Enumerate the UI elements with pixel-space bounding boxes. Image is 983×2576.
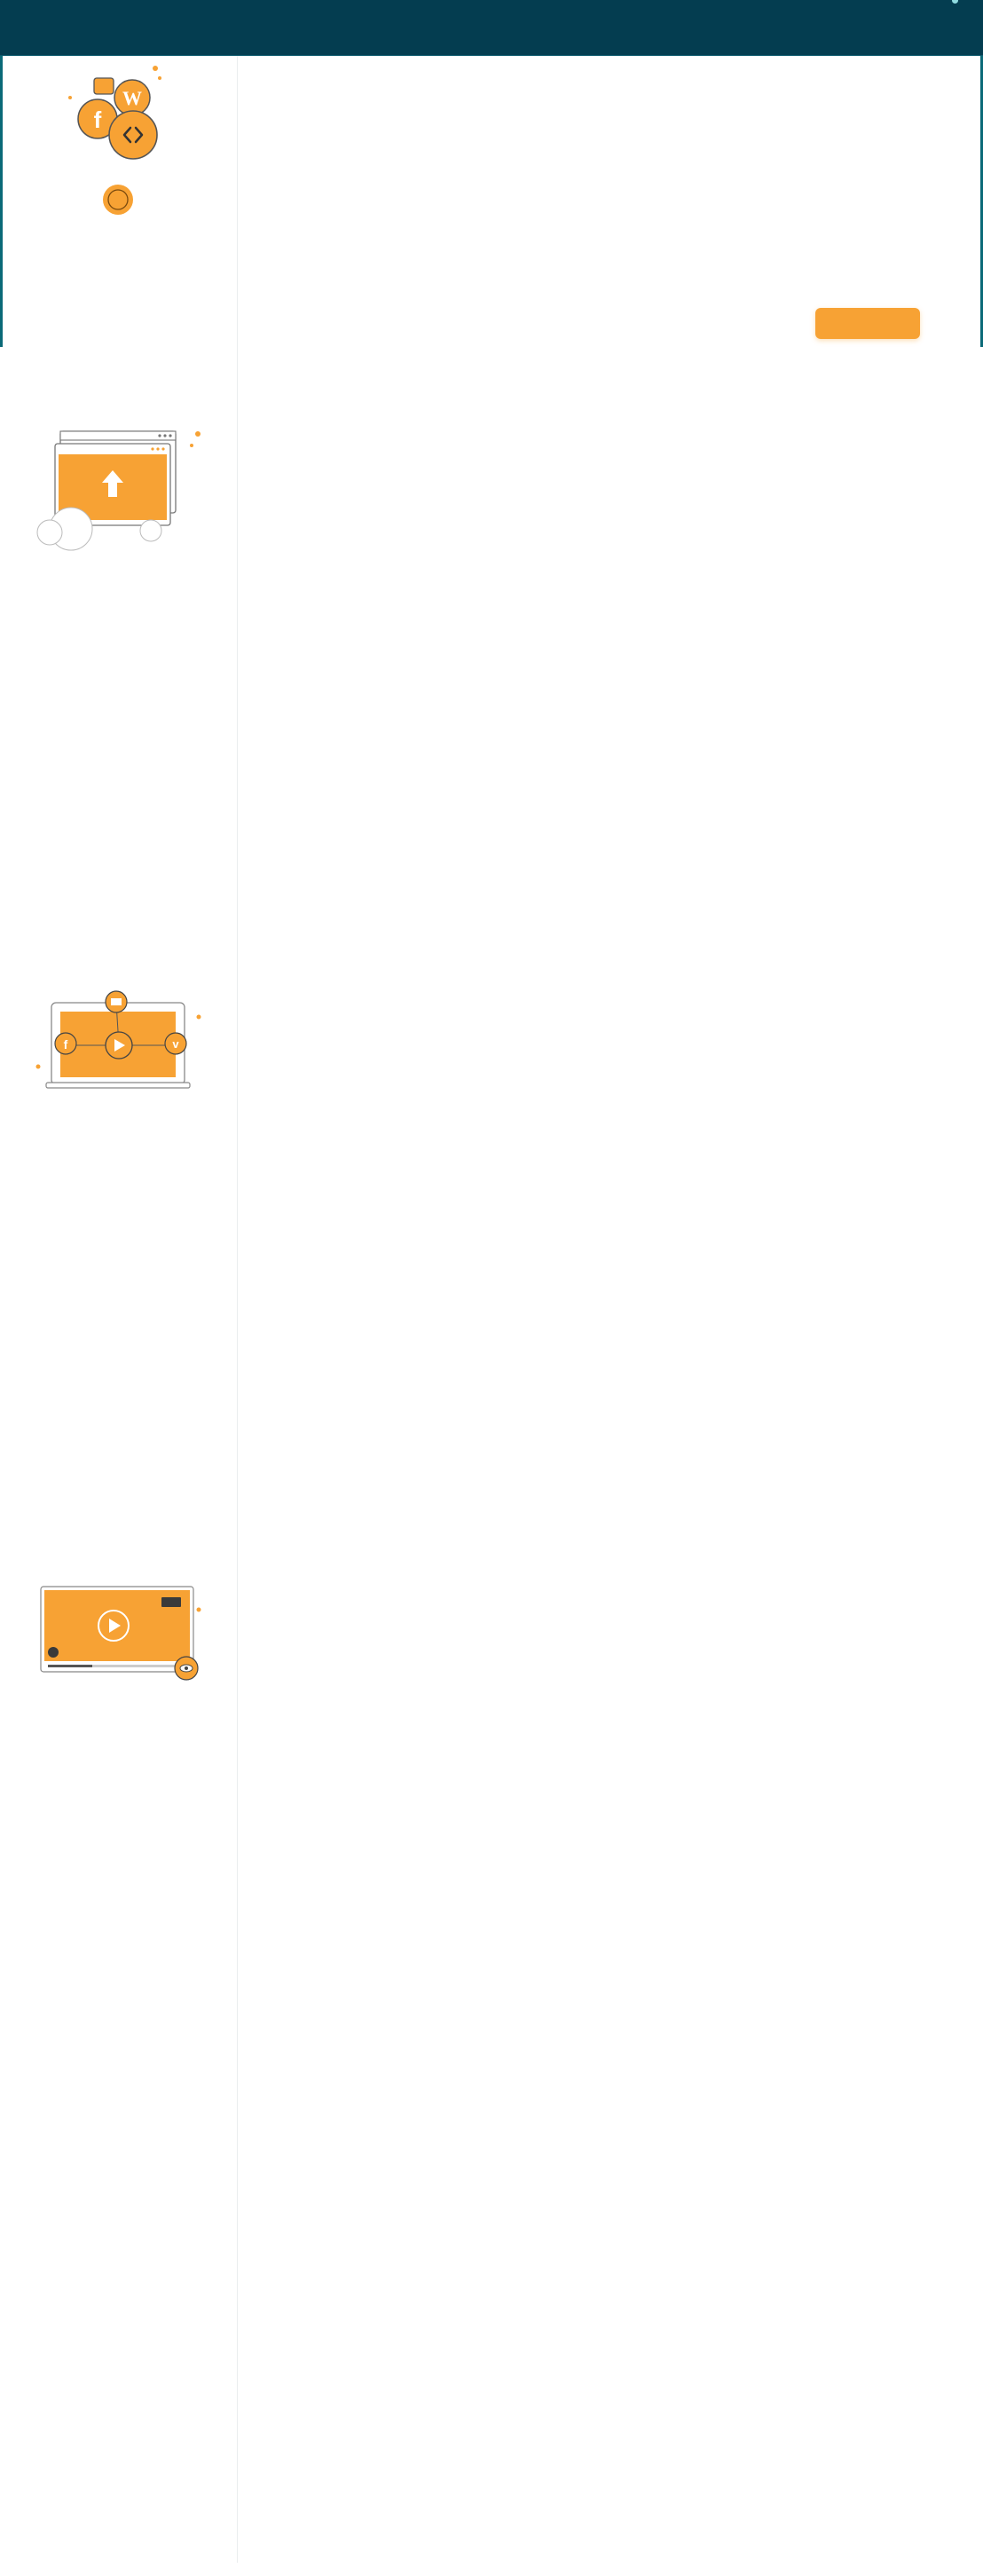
svg-text:f: f bbox=[63, 1037, 68, 1052]
free-signup-button[interactable] bbox=[815, 308, 920, 339]
top-frame-left-border bbox=[0, 56, 3, 347]
svg-text:f: f bbox=[93, 106, 102, 133]
social-embed-illustration bbox=[67, 60, 165, 167]
svg-text:W: W bbox=[122, 87, 142, 109]
table-header bbox=[0, 0, 983, 56]
player-customization-illustration bbox=[34, 990, 202, 1095]
cloud-upload-illustration bbox=[35, 428, 204, 552]
svg-text:v: v bbox=[172, 1037, 179, 1051]
header-corner-marker bbox=[952, 0, 958, 4]
left-column-divider bbox=[237, 56, 238, 2563]
marketing-video-illustration bbox=[37, 1583, 204, 1682]
number-badge bbox=[101, 183, 135, 217]
